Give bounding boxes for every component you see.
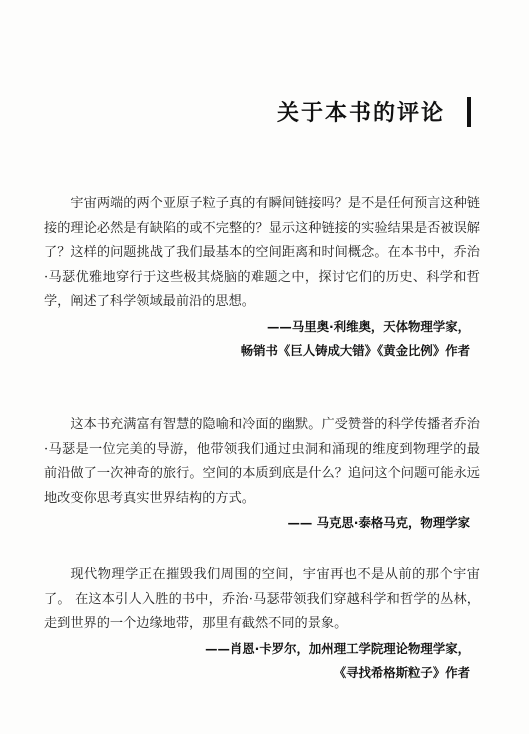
title-vertical-bar — [467, 97, 471, 127]
review-1 — [44, 192, 480, 363]
review-3 — [44, 563, 480, 685]
review-attribution-line: 《寻找希格斯粒子》作者 — [333, 664, 470, 680]
review-text: 现代物理学正在摧毁我们周围的空间，宇宙再也不是从前的那个宇宙了。 在这本引人入胜的书中，乔治·马瑟带领我们穿越科学和哲学的丛林，走到世界的一个边缘地带，那里有截然不同的景象。 — [44, 567, 480, 632]
review-attribution-line: ——肖恩·卡罗尔，加州理工学院理论物理学家， — [205, 640, 470, 656]
review-text: 这本书充满富有智慧的隐喻和冷面的幽默。广受赞誉的科学传播者乔治·马瑟是一位完美的导游，他带领我们通过虫洞和涌现的维度到物理学的最前沿做了一次神奇的旅行。空间的本质到底是什么？追问这个问题可能永远地改变你思考真实世界结构的方式。 — [44, 417, 480, 506]
page-title: 关于本书的评论 — [276, 100, 445, 126]
review-text: 宇宙两端的两个亚原子粒子真的有瞬间链接吗？是不是任何预言这种链接的理论必然是有缺陷的或不完整的？显示这种链接的实验结果是否被误解了？这样的问题挑战了我们最基本的空间距离和时间概念。在本书中，乔治·马瑟优雅地穿行于这些极其烧脑的难题之中，探讨它们的历史、科学和哲学，阐述了科学领域最前沿的思想。 — [44, 196, 480, 310]
review-attribution-line: ——马里奥·利维奥，天体物理学家， — [267, 318, 470, 334]
review-attribution-line: 畅销书《巨人铸成大错》《黄金比例》作者 — [240, 342, 470, 358]
section-header — [277, 96, 471, 127]
review-2 — [44, 413, 480, 535]
review-attribution-line: —— 马克思·泰格马克，物理学家 — [287, 515, 470, 531]
